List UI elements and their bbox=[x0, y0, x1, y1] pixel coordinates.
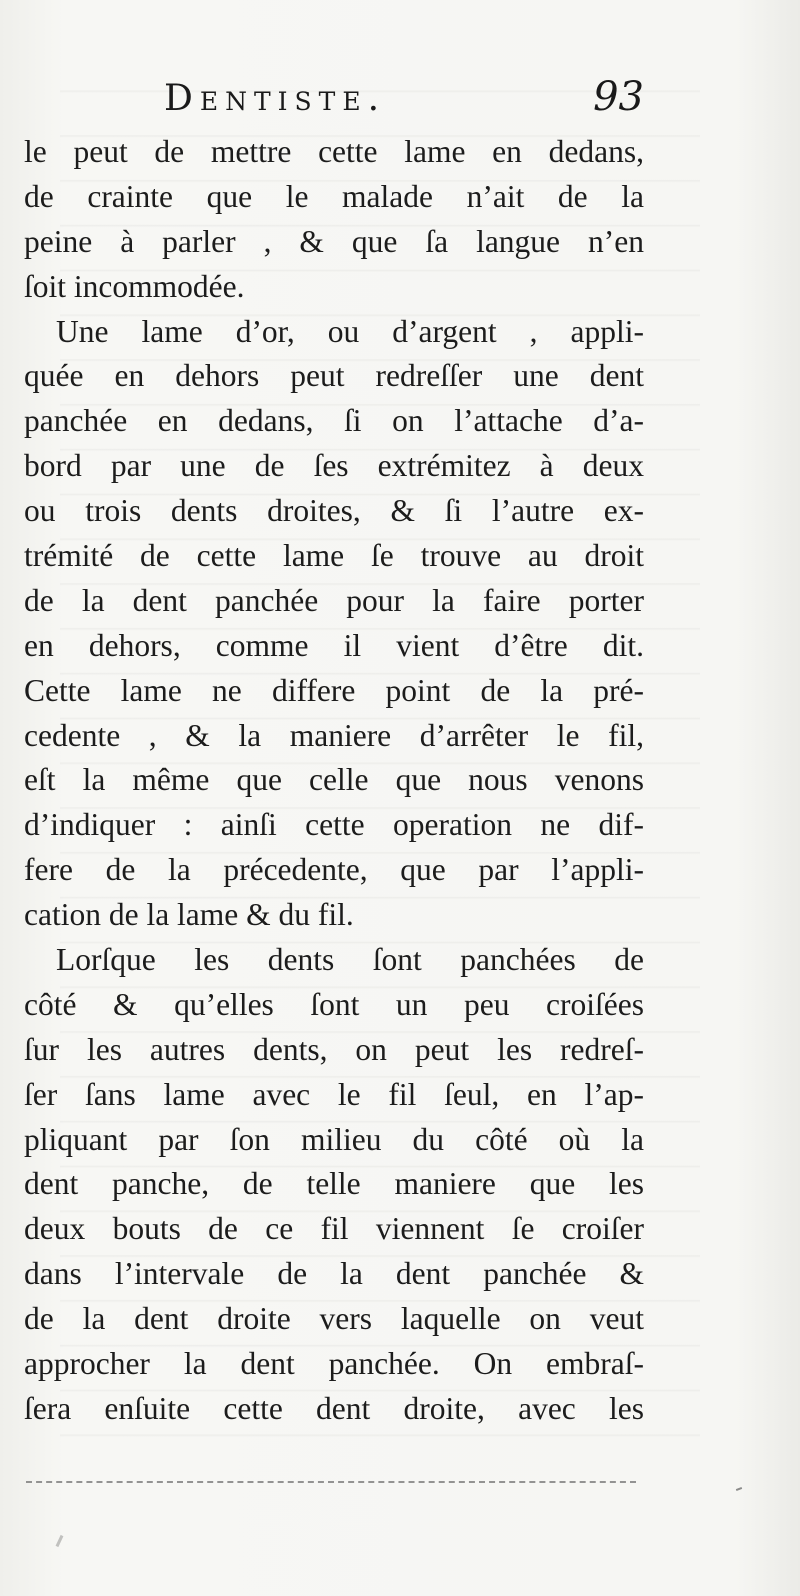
text-line: ſoit incommodée. bbox=[24, 268, 245, 304]
text-line: Une lame d’or, ou d’argent , appli- bbox=[56, 313, 644, 349]
text-line: quée en dehors peut redreſſer une dent bbox=[24, 358, 644, 394]
text-line: pliquant par ſon milieu du côté où la bbox=[24, 1121, 644, 1157]
text-line: ſera enſuite cette dent droite, avec les bbox=[24, 1390, 644, 1426]
ink-speck bbox=[56, 1535, 64, 1547]
text-line: deux bouts de ce fil viennent ſe croiſer bbox=[24, 1211, 644, 1247]
page-header bbox=[24, 70, 644, 126]
page-number: 93 bbox=[593, 74, 644, 120]
text-line: de la dent panchée pour la faire porter bbox=[24, 582, 644, 618]
text-line: bord par une de ſes extrémitez à deux bbox=[24, 448, 644, 484]
text-line: peine à parler , & que ſa langue n’en bbox=[24, 223, 644, 259]
text-line: Cette lame ne differe point de la pré- bbox=[24, 672, 644, 708]
text-line: cedente , & la maniere d’arrêter le fil, bbox=[24, 717, 644, 753]
body-text bbox=[24, 130, 644, 1432]
text-line: dans l’intervale de la dent panchée & bbox=[24, 1256, 644, 1292]
text-line: approcher la dent panchée. On embraſ- bbox=[24, 1346, 644, 1382]
bottom-rule bbox=[26, 1481, 636, 1483]
text-line: de crainte que le malade n’ait de la bbox=[24, 178, 644, 214]
text-line: le peut de mettre cette lame en dedans, bbox=[24, 134, 644, 169]
text-line: en dehors, comme il vient d’être dit. bbox=[24, 627, 644, 663]
text-line: dent panche, de telle maniere que les bbox=[24, 1166, 644, 1202]
text-line: cation de la lame & du fil. bbox=[24, 897, 354, 933]
text-line: eſt la même que celle que nous venons bbox=[24, 762, 644, 798]
running-title: Dentiste. bbox=[164, 78, 387, 119]
text-line: côté & qu’elles ſont un peu croiſées bbox=[24, 986, 644, 1022]
text-line: d’indiquer : ainſi cette operation ne dif- bbox=[24, 807, 644, 843]
text-line: Lorſque les dents ſont panchées de bbox=[56, 942, 644, 978]
text-line: fere de la précedente, que par l’appli- bbox=[24, 852, 644, 888]
ink-speck bbox=[736, 1487, 742, 1491]
text-line: panchée en dedans, ſi on l’attache d’a- bbox=[24, 403, 644, 439]
text-line: trémité de cette lame ſe trouve au droit bbox=[24, 538, 644, 574]
text-line: ſur les autres dents, on peut les redreſ- bbox=[24, 1031, 644, 1067]
text-line: ſer ſans lame avec le fil ſeul, en l’ap- bbox=[24, 1076, 644, 1112]
text-line: de la dent droite vers laquelle on veut bbox=[24, 1301, 644, 1337]
text-line: ou trois dents droites, & ſi l’autre ex- bbox=[24, 493, 644, 529]
